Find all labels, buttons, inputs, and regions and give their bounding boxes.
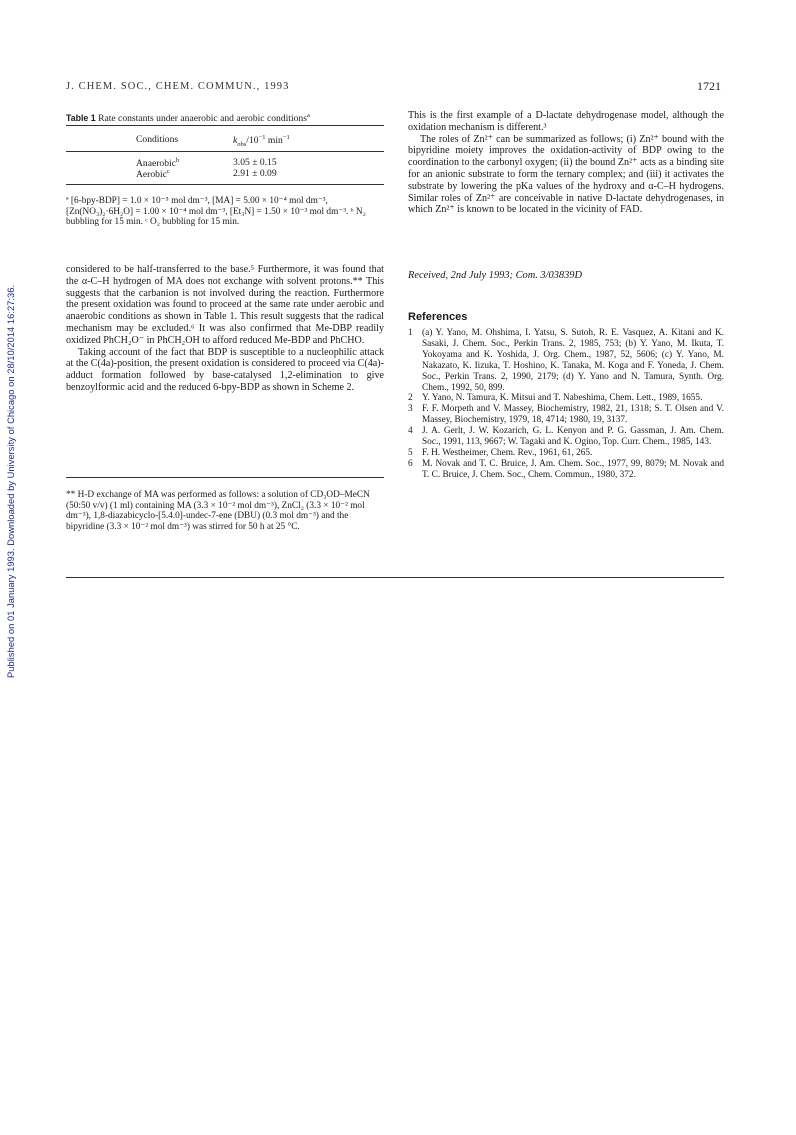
table-row-condition: Aerobic$^c$ xyxy=(136,168,170,181)
reference-item: 2 Y. Yano, N. Tamura, K. Mitsui and T. Nabeshima, Chem. Lett., 1989, 1655. xyxy=(408,393,703,404)
footnote-rule xyxy=(66,477,384,478)
references-heading: References xyxy=(408,311,468,323)
page-number: 1721 xyxy=(697,79,721,93)
body-paragraph: Taking account of the fact that BDP is susceptible to a nucleophilic attack at the C(4a)-position, the present oxidation is considered to proceed via C(4a)-adduct formation followed by base-catalysed 1,2-elimination to give benzoylformic acid and the reduced 6-bpy-BDP as shown in Scheme 2. xyxy=(66,346,384,393)
table-header-conditions: Conditions xyxy=(136,134,179,145)
reference-item: 1 (a) Y. Yano, M. Ohshima, I. Yatsu, S. Sutoh, R. E. Vasquez, A. Kitani and K. Sasaki, J. Chem. Soc., Perkin Trans. 2, 1985, 753; (b) Y. Yano, M. Ikuta, T. Yokoyama and K. Yoshida, J. Org. Chem., 1987, 52, 5606; (c) Y. Yano, M. Nakazato, K. Iizuka, T. Hoshino, K. Tanaka, M. Koga and F. Yoneda, J. Chem. Soc., Perkin Trans. 2, 1990, 2179; (d) Y. Yano and N. Tamura, Synth. Org. Chem., 1992, 50, 899. xyxy=(408,328,724,393)
table-bottom-rule xyxy=(66,184,384,185)
table-label: Table 1 xyxy=(66,113,96,124)
table-footnote: ª [6-bpy-BDP] = 1.0 × 10⁻⁵ mol dm⁻³, [MA] = 5.00 × 10⁻⁴ mol dm⁻³, [Zn(NO₃)₂·6H₂O] = 1.00 × 10⁻⁴ mol dm⁻³, [Et₃N] = 1.50 × 10⁻³ mol dm⁻³. ᵇ N₂ bubbling for 15 min. ᶜ O₂ bubbling for 15 min. xyxy=(66,196,366,228)
reference-item: 5 F. H. Westheimer, Chem. Rev., 1961, 61, 265. xyxy=(408,447,593,458)
table-caption xyxy=(66,110,384,125)
table-top-rule xyxy=(66,125,384,126)
table-header-kobs xyxy=(233,134,290,148)
download-watermark-text: Published on 01 January 1993. Downloaded by University of Chicago on 28/10/2014 16:27:36. xyxy=(6,284,16,678)
table-header-k-sub: obs xyxy=(237,141,247,149)
reference-item: 4 J. A. Gerlt, J. W. Kozarich, G. L. Kenyon and P. G. Gassman, J. Am. Chem. Soc., 1991, 113, 9667; W. Tagaki and K. Ogino, Top. Curr. Chem., 1985, 143. xyxy=(408,426,724,448)
table-header-rule xyxy=(66,151,384,152)
footnote-hd-exchange: ** H-D exchange of MA was performed as follows: a solution of CD₃OD–MeCN (50:50 v/v) (1 ml) containing MA (3.3 × 10⁻² mol dm⁻³), ZnCl₂ (3.3 × 10⁻² mol dm⁻³), 1,8-diazabicyclo-[5.4.0]-undec-7-ene (DBU) (0.3 mol dm⁻³) and the bipyridine (3.3 × 10⁻² mol dm⁻³) was stirred for 50 h at 25 °C. xyxy=(66,490,370,533)
left-body xyxy=(66,264,384,394)
references-list xyxy=(408,328,724,481)
body-paragraph: The roles of Zn²⁺ can be summarized as follows; (i) Zn²⁺ bound with the bipyridine moiety improves the oxidation-activity of BDP owing to the coordination to the carbonyl oxygen; (ii) the bound Zn²⁺ acts as a binding site for an anionic substrate to form the ternary complex; and (iii) it activates the substrate by lowering the pKa values of the hydroxy and α-C–H hydrogens. Similar roles of Zn²⁺ are conceivable in native D-lactate dehydrogenases, in which Zn²⁺ is known to be located in the vicinity of FAD. xyxy=(408,133,724,216)
body-paragraph: considered to be half-transferred to the base.⁵ Furthermore, it was found that the α-C–H hydrogen of MA does not exchange with solvent protons.** This suggests that the carbanion is not involved during the reaction. Furthermore the present oxidation was found to proceed at the same rate under aerobic and anaerobic conditions as shown in Table 1. This result suggests that the radical mechanism may be excluded.⁶ It was also confirmed that Me-DBP readily oxidized PhCH₂O⁻ in PhCH₂OH to afford reduced Me-BDP and PhCHO. xyxy=(66,264,384,346)
table-row-condition: Anaerobic$^b$ xyxy=(136,157,180,170)
reference-item: 6 M. Novak and T. C. Bruice, J. Am. Chem. Soc., 1977, 99, 8079; M. Novak and T. C. Bruice, J. Chem. Soc., Chem. Commun., 1980, 372. xyxy=(408,458,724,480)
running-head: J. CHEM. SOC., CHEM. COMMUN., 1993 xyxy=(66,81,290,92)
table-header-exp: −1 xyxy=(258,134,266,141)
reference-item: 3 F. F. Morpeth and V. Massey, Biochemistry, 1982, 21, 1318; S. T. Olsen and V. Massey, Biochemistry, 1979, 18, 4714; 1980, 19, 3137. xyxy=(408,404,724,426)
table-caption-mark: a xyxy=(306,112,310,119)
table-header-exp2: −1 xyxy=(282,134,290,141)
received-line: Received, 2nd July 1993; Com. 3/03839D xyxy=(408,270,582,281)
body-paragraph: This is the first example of a D-lactate dehydrogenase model, although the oxidation mechanism is different.³ xyxy=(408,110,724,133)
table-row-value: 3.05 ± 0.15 xyxy=(233,157,277,168)
page-bottom-rule xyxy=(66,577,724,578)
table-header-tail: min xyxy=(265,135,283,147)
download-watermark xyxy=(4,238,18,678)
table-header-k: k xyxy=(233,135,238,147)
table-header-units: /10 xyxy=(246,135,259,147)
table-caption-text: Rate constants under anaerobic and aerobic conditions xyxy=(98,113,307,125)
right-body xyxy=(408,110,724,216)
table-row-value: 2.91 ± 0.09 xyxy=(233,168,277,179)
